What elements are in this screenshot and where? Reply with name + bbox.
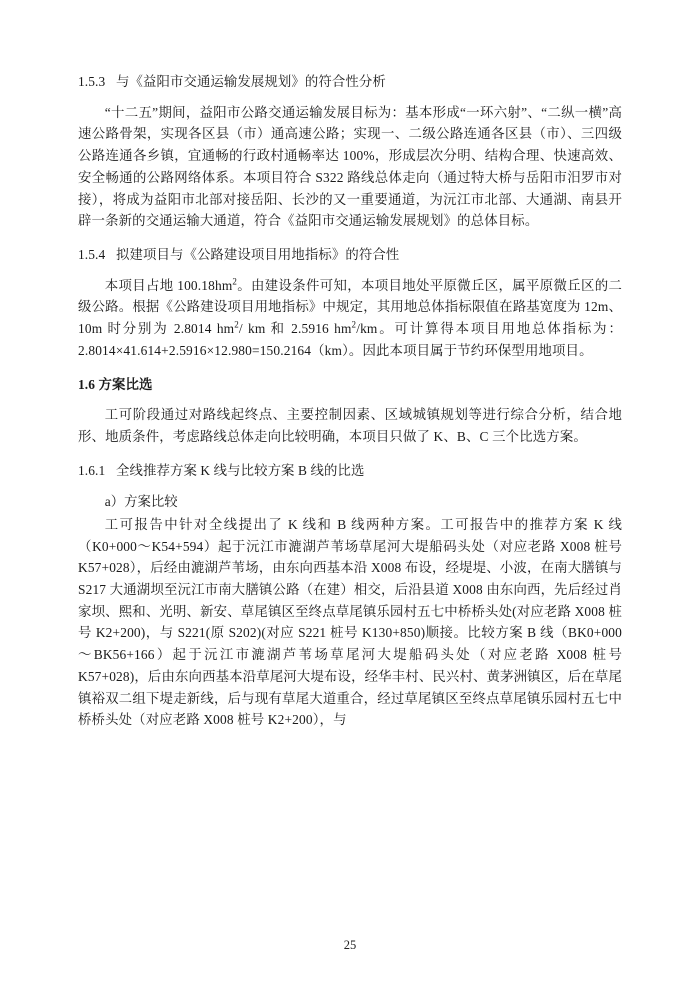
section-number: 1.5.3 [78, 74, 106, 89]
section-number: 1.5.4 [78, 246, 106, 262]
paragraph-1-6-1-a: 工可报告中针对全线提出了 K 线和 B 线两种方案。工可报告中的推荐方案 K 线（K0+000～K54+594）起于沅江市漉湖芦苇场草尾河大堤船码头处（对应老路 X008 桩号 K57+028），后经由漉湖芦苇场，由东向西基本沿 X008 布设，经堤堤、小波，在南大膳镇与 S217 大通湖坝至沅江市南大膳镇公路（在建）相交，后沿县道 X008 由东向西，先后经过肖家坝、熙和、光明、新安、草尾镇区至终点草尾镇乐园村五七中桥桥头处(对应老路 X008 桩号 K2+200)，与 S221(原 S202)(对应 S221 桩号 K130+850)顺接。比较方案 B 线（BK0+000～BK56+166）起于沅江市漉湖芦苇场草尾河大堤船码头处（对应老路 X008 桩号 K57+028)，后由东向西基本沿草尾河大堤布设，经华丰村、民兴村、黄茅洲镇区，后在草尾镇裕双二组下堤走新线，后与现有草尾大道重合，经过草尾镇区至终点草尾镇乐园村五七中桥桥头处（对应老路 X008 桩号 K2+200），与 [78, 516, 622, 728]
superscript-two: 2 [234, 319, 239, 330]
section-heading-1-5-4 [78, 245, 622, 266]
paragraph-1-6: 工可阶段通过对路线起终点、主要控制因素、区域城镇规划等进行综合分析，结合地形、地质条件，考虑路线总体走向比较明确，本项目只做了 K、B、C 三个比选方案。 [78, 407, 622, 445]
section-title: 与《益阳市交通运输发展规划》的符合性分析 [116, 74, 386, 89]
section-title: 全线推荐方案 K 线与比较方案 B 线的比选 [116, 462, 365, 478]
paragraph-1-5-4: 本项目占地 $100.18hm^2$。由建设条件可知，本项目地处平原微丘区，属平原微丘区的二级公路。根据《公路建设项目用地指标》中规定，其用地总体指标限值在路基宽度为 12m、10m 时分别为 2.8014 $hm^2/$ km 和 2.5916 $hm^2/km$。可计算得本项目用地总体指标为：2.8014×41.614+2.5916×12.980=150.2164（km）。因此本项目属于节约环保型用地项目。 [78, 276, 622, 358]
section-number: 1.6.1 [78, 462, 106, 478]
section-heading-1-5-3 [78, 72, 622, 93]
section-number: 1.6 [78, 376, 96, 392]
document-body [78, 72, 622, 731]
sub-sub-heading-a: a）方案比较 [104, 493, 178, 509]
spacer [78, 364, 622, 375]
superscript-two: 2 [351, 319, 357, 330]
section-heading-1-6-1 [78, 461, 622, 482]
section-title: 方案比选 [98, 376, 153, 392]
superscript-two: 2 [232, 276, 238, 287]
page-number: 25 [343, 938, 357, 952]
section-title: 拟建项目与《公路建设项目用地指标》的符合性 [116, 246, 400, 262]
section-heading-1-6 [78, 375, 622, 396]
spacer [78, 450, 622, 461]
spacer [78, 234, 622, 245]
paragraph-1-5-3: “十二五”期间，益阳市公路交通运输发展目标为：基本形成“一环六射”、“二纵一横”高速公路骨架，实现各区县（市）通高速公路；实现一、二级公路连通各区县（市）、三四级公路连通各乡镇，宜通畅的行政村通畅率达 100%，形成层次分明、结构合理、快速高效、安全畅通的公路网络体系。本项目符合 S322 路线总体走向（通过特大桥与岳阳市汨罗市对接），将成为益阳市北部对接岳阳、长沙的又一重要通道，为沅江市北部、大通湖、南县开辟一条新的交通运输大通道，符合《益阳市交通运输发展规划》的总体目标。 [78, 104, 622, 229]
